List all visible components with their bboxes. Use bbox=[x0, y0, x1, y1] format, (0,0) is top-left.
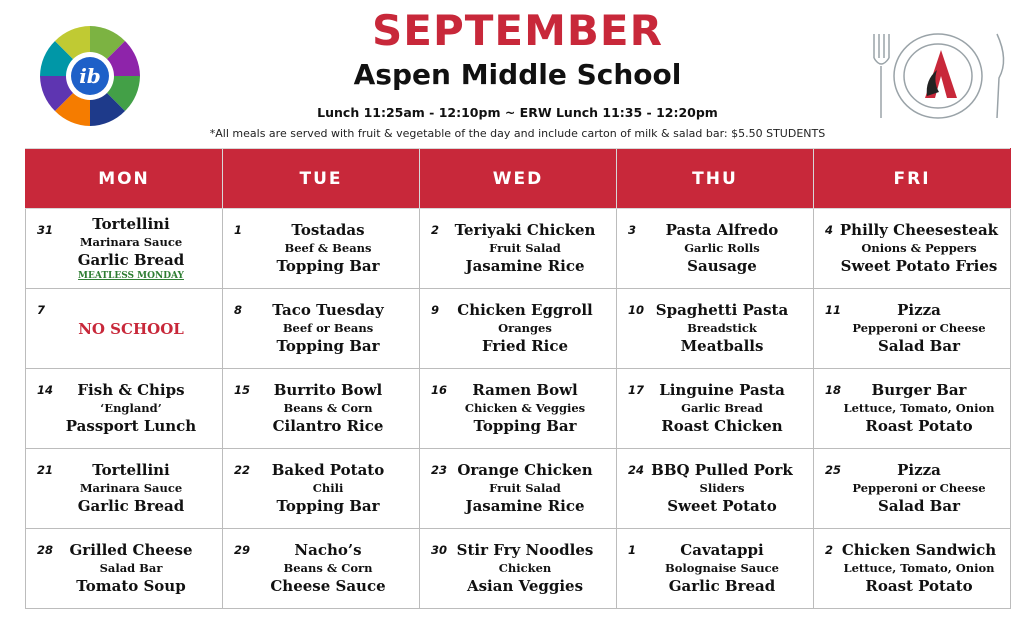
day-cell bbox=[420, 369, 617, 449]
second-dish: Asian Veggies bbox=[466, 577, 584, 595]
side-dish: Breadstick bbox=[687, 321, 757, 335]
plate-fork-knife-logo-icon bbox=[863, 30, 1013, 122]
day-cell bbox=[814, 289, 1011, 369]
week-row bbox=[26, 449, 1011, 529]
side-dish: Sliders bbox=[699, 481, 745, 495]
second-dish: Cilantro Rice bbox=[272, 417, 384, 435]
day-cell bbox=[814, 209, 1011, 289]
meal bbox=[420, 461, 616, 516]
main-dish: Philly Cheesesteak bbox=[839, 221, 999, 239]
date-number: 14 bbox=[37, 383, 54, 397]
day-cell bbox=[617, 209, 814, 289]
date-number: 7 bbox=[37, 303, 46, 317]
day-cell bbox=[617, 449, 814, 529]
date-number: 23 bbox=[431, 463, 448, 477]
main-dish: Nacho’s bbox=[294, 541, 362, 559]
side-dish: Marinara Sauce bbox=[79, 235, 183, 249]
day-cell bbox=[223, 289, 420, 369]
day-cell bbox=[26, 289, 223, 369]
second-dish: Passport Lunch bbox=[65, 417, 197, 435]
meal bbox=[617, 301, 813, 356]
day-cell bbox=[223, 449, 420, 529]
meal bbox=[420, 301, 616, 356]
side-dish: Salad Bar bbox=[99, 561, 163, 575]
main-dish: Teriyaki Chicken bbox=[454, 221, 596, 239]
day-header: MON bbox=[26, 149, 223, 209]
date-number: 9 bbox=[431, 303, 440, 317]
meal bbox=[223, 381, 419, 436]
date-number: 11 bbox=[825, 303, 842, 317]
main-dish: Pizza bbox=[897, 301, 941, 319]
side-dish: Beans & Corn bbox=[283, 401, 373, 415]
date-number: 8 bbox=[234, 303, 243, 317]
second-dish: Jasamine Rice bbox=[465, 497, 585, 515]
weekday-header-row bbox=[26, 149, 1011, 209]
date-number: 2 bbox=[431, 223, 440, 237]
meal bbox=[617, 461, 813, 516]
date-number: 1 bbox=[628, 543, 637, 557]
day-cell bbox=[26, 529, 223, 609]
svg-text:ib: ib bbox=[79, 64, 101, 88]
second-dish: Cheese Sauce bbox=[270, 577, 386, 595]
meal-price-note: *All meals are served with fruit & vegetable of the day and include carton of milk & salad bar: $5.50 STUDENTS bbox=[209, 127, 826, 140]
month-title: SEPTEMBER bbox=[372, 6, 663, 55]
main-dish: Tortellini bbox=[92, 461, 170, 479]
date-number: 17 bbox=[628, 383, 645, 397]
week-row bbox=[26, 209, 1011, 289]
lunch-calendar bbox=[25, 148, 1011, 609]
day-cell bbox=[26, 449, 223, 529]
meal bbox=[26, 381, 222, 436]
second-dish: Salad Bar bbox=[878, 497, 960, 515]
meal bbox=[26, 320, 222, 338]
main-dish: Fish & Chips bbox=[77, 381, 185, 399]
side-dish: Chicken bbox=[498, 561, 552, 575]
side-dish: Garlic Bread bbox=[681, 401, 763, 415]
second-dish: Topping Bar bbox=[473, 417, 577, 435]
second-dish: Sausage bbox=[687, 257, 757, 275]
date-number: 10 bbox=[628, 303, 645, 317]
week-row bbox=[26, 529, 1011, 609]
second-dish: Meatballs bbox=[680, 337, 764, 355]
day-cell bbox=[223, 369, 420, 449]
side-dish: Garlic Rolls bbox=[684, 241, 760, 255]
date-number: 24 bbox=[628, 463, 645, 477]
meal bbox=[814, 301, 1010, 356]
meal bbox=[617, 381, 813, 436]
side-dish: Fruit Salad bbox=[489, 241, 561, 255]
date-number: 31 bbox=[37, 223, 54, 237]
second-dish: Garlic Bread bbox=[77, 251, 185, 269]
date-number: 1 bbox=[234, 223, 243, 237]
page-header bbox=[0, 0, 1035, 148]
day-cell bbox=[26, 369, 223, 449]
day-cell bbox=[26, 209, 223, 289]
main-dish: Linguine Pasta bbox=[659, 381, 785, 399]
side-dish: Marinara Sauce bbox=[79, 481, 183, 495]
school-name: Aspen Middle School bbox=[353, 58, 682, 91]
second-dish: Garlic Bread bbox=[668, 577, 776, 595]
meal bbox=[420, 221, 616, 276]
date-number: 3 bbox=[628, 223, 637, 237]
meal bbox=[814, 381, 1010, 436]
day-cell bbox=[617, 289, 814, 369]
day-cell bbox=[420, 529, 617, 609]
week-row bbox=[26, 369, 1011, 449]
side-dish: Lettuce, Tomato, Onion bbox=[843, 401, 995, 415]
main-dish: Tortellini bbox=[92, 215, 170, 233]
second-dish: Roast Potato bbox=[865, 417, 973, 435]
day-header: THU bbox=[617, 149, 814, 209]
main-dish: Pasta Alfredo bbox=[665, 221, 779, 239]
meal bbox=[26, 541, 222, 596]
date-number: 30 bbox=[431, 543, 448, 557]
main-dish: Chicken Sandwich bbox=[841, 541, 997, 559]
day-cell bbox=[223, 209, 420, 289]
date-number: 16 bbox=[431, 383, 448, 397]
side-dish: Fruit Salad bbox=[489, 481, 561, 495]
second-dish: Salad Bar bbox=[878, 337, 960, 355]
main-dish: Spaghetti Pasta bbox=[655, 301, 789, 319]
meal bbox=[223, 221, 419, 276]
date-number: 2 bbox=[825, 543, 834, 557]
meal bbox=[223, 461, 419, 516]
second-dish: Roast Chicken bbox=[661, 417, 783, 435]
second-dish: Jasamine Rice bbox=[465, 257, 585, 275]
second-dish: Roast Potato bbox=[865, 577, 973, 595]
meal bbox=[420, 381, 616, 436]
lunch-times: Lunch 11:25am - 12:10pm ~ ERW Lunch 11:35 - 12:20pm bbox=[317, 105, 718, 120]
day-cell bbox=[420, 209, 617, 289]
meal bbox=[26, 215, 222, 282]
day-cell bbox=[617, 369, 814, 449]
side-dish: Bolognaise Sauce bbox=[665, 561, 779, 575]
meatless-monday-note: MEATLESS MONDAY bbox=[78, 271, 184, 281]
side-dish: Beef & Beans bbox=[284, 241, 372, 255]
main-dish: Burrito Bowl bbox=[273, 381, 383, 399]
side-dish: Onions & Peppers bbox=[861, 241, 977, 255]
date-number: 4 bbox=[825, 223, 834, 237]
side-dish: ‘England’ bbox=[100, 401, 162, 415]
second-dish: Tomato Soup bbox=[76, 577, 186, 595]
day-cell bbox=[223, 529, 420, 609]
meal bbox=[223, 301, 419, 356]
day-cell bbox=[814, 369, 1011, 449]
day-header: WED bbox=[420, 149, 617, 209]
main-dish: Grilled Cheese bbox=[69, 541, 193, 559]
main-dish: Tostadas bbox=[291, 221, 365, 239]
date-number: 15 bbox=[234, 383, 251, 397]
second-dish: Garlic Bread bbox=[77, 497, 185, 515]
date-number: 18 bbox=[825, 383, 842, 397]
main-dish: Baked Potato bbox=[271, 461, 385, 479]
second-dish: Sweet Potato Fries bbox=[840, 257, 998, 275]
date-number: 21 bbox=[37, 463, 54, 477]
meal bbox=[26, 461, 222, 516]
main-dish: Taco Tuesday bbox=[272, 301, 384, 319]
no-school-label: NO SCHOOL bbox=[78, 319, 184, 338]
side-dish: Beef or Beans bbox=[282, 321, 374, 335]
day-cell bbox=[814, 449, 1011, 529]
main-dish: Ramen Bowl bbox=[472, 381, 578, 399]
day-cell bbox=[617, 529, 814, 609]
meal bbox=[420, 541, 616, 596]
second-dish: Topping Bar bbox=[276, 257, 380, 275]
main-dish: Cavatappi bbox=[680, 541, 764, 559]
side-dish: Oranges bbox=[498, 321, 552, 335]
week-row bbox=[26, 289, 1011, 369]
side-dish: Beans & Corn bbox=[283, 561, 373, 575]
meal bbox=[814, 461, 1010, 516]
main-dish: Burger Bar bbox=[871, 381, 967, 399]
main-dish: Stir Fry Noodles bbox=[456, 541, 594, 559]
side-dish: Lettuce, Tomato, Onion bbox=[843, 561, 995, 575]
second-dish: Sweet Potato bbox=[667, 497, 777, 515]
main-dish: Chicken Eggroll bbox=[457, 301, 593, 319]
date-number: 28 bbox=[37, 543, 54, 557]
date-number: 22 bbox=[234, 463, 251, 477]
main-dish: Orange Chicken bbox=[457, 461, 593, 479]
meal bbox=[814, 541, 1010, 596]
second-dish: Topping Bar bbox=[276, 497, 380, 515]
day-cell bbox=[420, 449, 617, 529]
meal bbox=[617, 221, 813, 276]
day-cell bbox=[420, 289, 617, 369]
meal bbox=[617, 541, 813, 596]
date-number: 29 bbox=[234, 543, 251, 557]
side-dish: Pepperoni or Cheese bbox=[852, 481, 986, 495]
meal bbox=[814, 221, 1010, 276]
day-cell bbox=[814, 529, 1011, 609]
side-dish: Pepperoni or Cheese bbox=[852, 321, 986, 335]
day-header: TUE bbox=[223, 149, 420, 209]
side-dish: Chili bbox=[312, 481, 344, 495]
day-header: FRI bbox=[814, 149, 1011, 209]
second-dish: Topping Bar bbox=[276, 337, 380, 355]
second-dish: Fried Rice bbox=[481, 337, 569, 355]
main-dish: Pizza bbox=[897, 461, 941, 479]
main-dish: BBQ Pulled Pork bbox=[651, 461, 793, 479]
meal bbox=[223, 541, 419, 596]
side-dish: Chicken & Veggies bbox=[464, 401, 586, 415]
date-number: 25 bbox=[825, 463, 842, 477]
